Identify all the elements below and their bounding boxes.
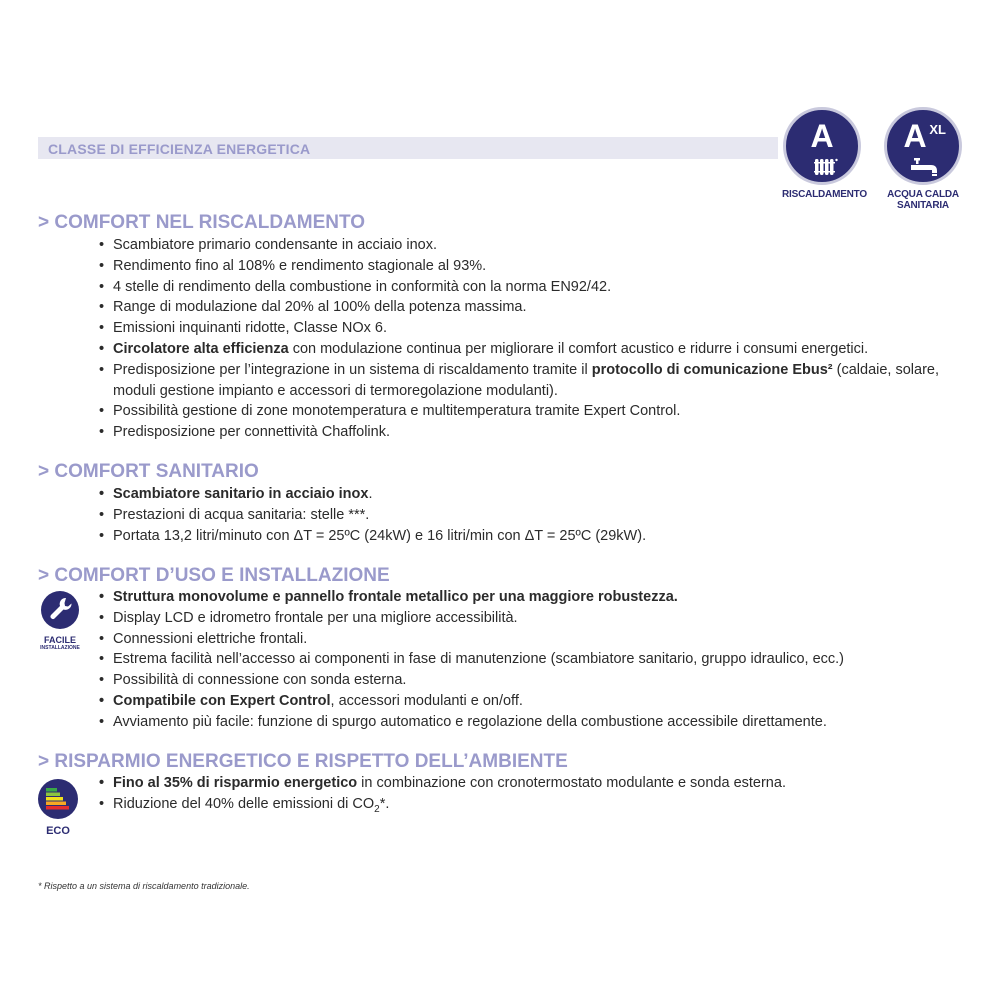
list-item: • Avviamento più facile: funzione di spurgo automatico e regolazione della combustione accessibile direttamente.	[96, 712, 976, 733]
section-title-eco: > RISPARMIO ENERGETICO E RISPETTO DELL’AMBIENTE	[38, 751, 568, 772]
easy-install-caption-small: INSTALLAZIONE	[40, 645, 80, 651]
heating-class-letter: A	[810, 118, 834, 154]
section-title-sanitary: > COMFORT SANITARIO	[38, 461, 259, 482]
footnote: * Rispetto a un sistema di riscaldamento tradizionale.	[38, 881, 250, 891]
list-item: • Fino al 35% di risparmio energetico in combinazione con cronotermostato modulante e sonda esterna.	[96, 773, 976, 794]
list-item: • Connessioni elettriche frontali.	[96, 629, 976, 650]
sanitary-list	[96, 484, 976, 546]
list-item: • Compatibile con Expert Control, accessori modulanti e on/off.	[96, 691, 976, 712]
usage-list	[96, 587, 976, 733]
eco-list	[96, 773, 976, 820]
hot-water-class-caption-1: ACQUA CALDA	[887, 189, 959, 200]
easy-install-badge	[38, 590, 82, 651]
hot-water-class-caption-2: SANITARIA	[897, 200, 949, 211]
list-item: • Range di modulazione dal 20% al 100% della potenza massima.	[96, 297, 976, 318]
faucet-icon	[887, 156, 959, 178]
energy-class-label: CLASSE DI EFFICIENZA ENERGETICA	[48, 141, 311, 157]
list-item: • Portata 13,2 litri/minuto con ΔT = 25ºC (24kW) e 16 litri/min con ΔT = 25ºC (29kW).	[96, 526, 976, 547]
list-item: • Display LCD e idrometro frontale per una migliore accessibilità.	[96, 608, 976, 629]
list-item: • Possibilità di connessione con sonda esterna.	[96, 670, 976, 691]
wrench-icon	[38, 590, 82, 635]
heating-list	[96, 235, 976, 443]
list-item: • Circolatore alta efficienza con modulazione continua per migliorare il comfort acustico e ridurre i consumi energetici.	[96, 339, 976, 360]
list-item: • 4 stelle di rendimento della combustione in conformità con la norma EN92/42.	[96, 277, 976, 298]
eco-caption: ECO	[46, 825, 70, 837]
hot-water-class-sup: XL	[929, 122, 946, 137]
list-item: • Riduzione del 40% delle emissioni di $CO_2*$.	[96, 794, 976, 821]
hot-water-class-badge	[879, 107, 967, 211]
heating-class-badge	[782, 107, 867, 200]
list-item: • Predisposizione per connettività Chaffolink.	[96, 422, 976, 443]
section-title-heating: > COMFORT NEL RISCALDAMENTO	[38, 212, 366, 233]
list-item: • Predisposizione per l’integrazione in un sistema di riscaldamento tramite il protocollo di comunicazione Ebus² (caldaie, solare, moduli gestione impianto e accessori di termoregolazione modulanti).	[96, 360, 976, 402]
eco-badge	[36, 778, 80, 837]
list-item: • Estrema facilità nell’accesso ai componenti in fase di manutenzione (scambiatore sanitario, gruppo idraulico, ecc.)	[96, 649, 976, 670]
list-item: • Emissioni inquinanti ridotte, Classe NOx 6.	[96, 318, 976, 339]
list-item: • Rendimento fino al 108% e rendimento stagionale al 93%.	[96, 256, 976, 277]
list-item: • Prestazioni di acqua sanitaria: stelle ***.	[96, 505, 976, 526]
easy-install-caption: FACILE	[43, 635, 76, 645]
radiator-icon	[786, 156, 858, 178]
hot-water-class-letter: A	[903, 118, 927, 154]
heating-class-caption: RISCALDAMENTO	[782, 189, 867, 200]
section-title-usage: > COMFORT D’USO E INSTALLAZIONE	[38, 565, 390, 586]
energy-label-icon	[36, 778, 80, 825]
list-item: • Scambiatore sanitario in acciaio inox.	[96, 484, 976, 505]
list-item: • Possibilità gestione di zone monotemperatura e multitemperatura tramite Expert Control.	[96, 401, 976, 422]
list-item: • Struttura monovolume e pannello frontale metallico per una maggiore robustezza.	[96, 587, 976, 608]
list-item: • Scambiatore primario condensante in acciaio inox.	[96, 235, 976, 256]
